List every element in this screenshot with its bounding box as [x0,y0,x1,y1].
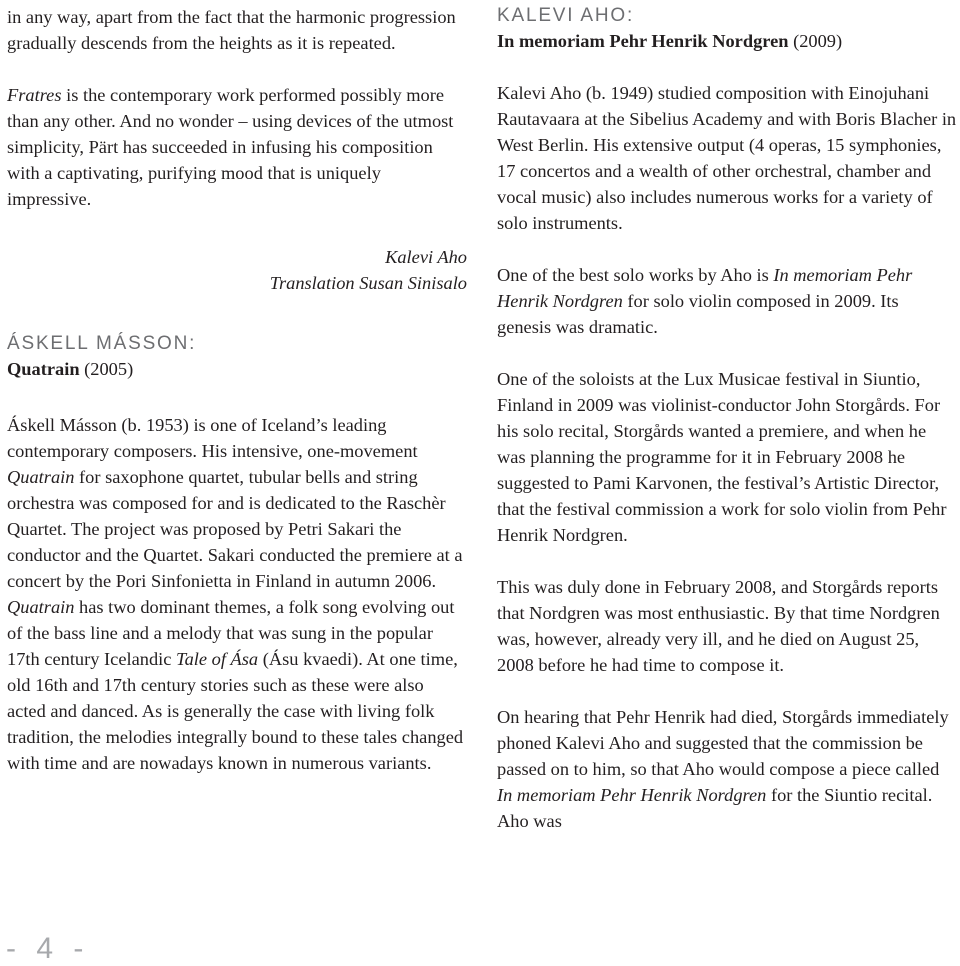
work-heading-quatrain [7,356,467,382]
right-column [497,4,957,834]
page-number: - 4 - [6,932,90,965]
work-title: Quatrain [7,359,80,379]
paragraph-duly-done: This was duly done in February 2008, and Storgårds reports that Nordgren was most enthusiastic. By that time Nordgren was, however, already very ill, and he died on August 25, 2008 before he had time to compose it. [497,577,940,675]
work-year: (2005) [79,359,134,379]
signature-author: Kalevi Aho [385,247,467,267]
paragraph-continuation: in any way, apart from the fact that the harmonic progression gradually descends from the heights as it is repeated. [7,7,456,53]
signature-block [7,244,467,296]
paragraph-fratres: Fratres is the contemporary work performed possibly more than any other. And no wonder – using devices of the utmost simplicity, Pärt has succeeded in infusing his composition with a captivating, purifying mood that is uniquely impressive. [7,85,454,209]
paragraph-masson: Áskell Másson (b. 1953) is one of Iceland’s leading contemporary composers. His intensive, one-movement Quatrain for saxophone quartet, tubular bells and string orchestra was composed for and is dedicated to the Raschèr Quartet. The project was proposed by Petri Sakari the conductor and the Quartet. Sakari conducted the premiere at a concert by the Pori Sinfonietta in Finland in autumn 2006. Quatrain has two dominant themes, a folk song evolving out of the bass line and a melody that was sung in the popular 17th century Icelandic Tale of Ása (Ásu kvaedi). At one time, old 16th and 17th century stories such as these were also acted and danced. As is generally the case with living folk tradition, the melodies integrally bound to these tales changed with time and are nowadays known in numerous variants. [7,415,464,773]
left-column [7,4,467,776]
signature-translation: Translation Susan Sinisalo [269,273,467,293]
work-title-fratres: Fratres [7,85,62,105]
paragraph-aho-bio: Kalevi Aho (b. 1949) studied composition with Einojuhani Rautavaara at the Sibelius Academy and with Boris Blacher in West Berlin. His extensive output (4 operas, 15 symphonies, 17 concertos and a wealth of other orchestral, chamber and vocal music) also includes numerous works for a variety of solo instruments. [497,83,957,233]
paragraph-soloists: One of the soloists at the Lux Musicae festival in Siuntio, Finland in 2009 was violinist-conductor John Storgårds. For his solo recital, Storgårds wanted a premiere, and when he was planning the programme for it in February 2008 he suggested to Pami Karvonen, the festival’s Artistic Director, that the festival commission a work for solo violin from Pehr Henrik Nordgren. [497,369,947,545]
composer-heading-aho: KALEVI AHO: [497,5,635,26]
paragraph-best-solo: One of the best solo works by Aho is In memoriam Pehr Henrik Nordgren for solo violin composed in 2009. Its genesis was dramatic. [497,265,913,337]
work-year: (2009) [788,31,843,51]
paragraph-on-hearing: On hearing that Pehr Henrik had died, Storgårds immediately phoned Kalevi Aho and suggested that the commission be passed on to him, so that Aho would compose a piece called In memoriam Pehr Henrik Nordgren for the Siuntio recital. Aho was [497,707,949,831]
composer-heading-masson: ÁSKELL MÁSSON: [7,333,197,354]
work-title: In memoriam Pehr Henrik Nordgren [497,31,789,51]
work-heading-in-memoriam [497,28,957,54]
